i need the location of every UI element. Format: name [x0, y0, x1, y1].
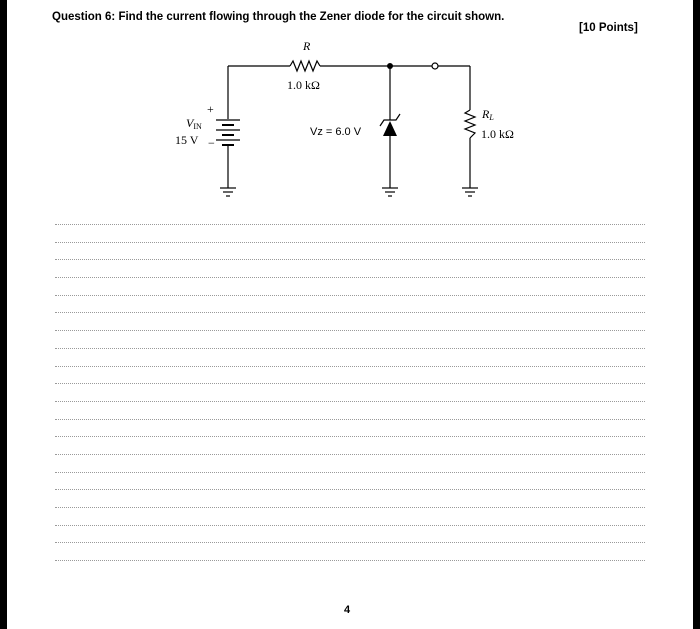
zener-voltage-label: Vz = 6.0 V: [310, 126, 362, 138]
answer-line: [55, 419, 645, 420]
page-number: 4: [344, 604, 351, 616]
answer-line: [55, 295, 645, 296]
answer-line: [55, 366, 645, 367]
answer-lines-area: [55, 224, 645, 578]
answer-line: [55, 525, 645, 526]
answer-line: [55, 242, 645, 243]
answer-line: [55, 401, 645, 402]
answer-line: [55, 507, 645, 508]
question-text: Question 6: Find the current flowing through the Zener diode for the circuit shown.: [52, 11, 505, 23]
answer-line: [55, 330, 645, 331]
load-label: [481, 107, 494, 122]
resistor-r-label: R: [303, 39, 311, 53]
ground-load: [462, 188, 478, 196]
points-label: [10 Points]: [579, 22, 638, 34]
source-label-v: V: [186, 116, 194, 130]
answer-line: [55, 454, 645, 455]
load-value: 1.0 kΩ: [481, 127, 514, 141]
answer-line: [55, 312, 645, 313]
answer-line: [55, 348, 645, 349]
answer-line: [55, 560, 645, 561]
answer-line: [55, 542, 645, 543]
resistor-r-value: 1.0 kΩ: [287, 78, 320, 92]
answer-line: [55, 277, 645, 278]
output-terminal: [432, 63, 438, 69]
answer-line: [55, 383, 645, 384]
zener-diode-triangle: [383, 121, 397, 136]
source-label: [186, 116, 202, 131]
resistor-r-zigzag: [290, 61, 320, 71]
source-minus-sign: −: [208, 136, 215, 150]
answer-line: [55, 489, 645, 490]
load-label-r: R: [482, 107, 490, 121]
answer-line: [55, 436, 645, 437]
answer-line: [55, 472, 645, 473]
ground-zener: [382, 188, 398, 196]
resistor-load-zigzag: [465, 110, 475, 138]
ground-left: [220, 188, 236, 196]
junction-dot: [387, 63, 393, 69]
answer-line: [55, 224, 645, 225]
source-plus-sign: +: [207, 102, 214, 116]
source-value: 15 V: [175, 133, 199, 147]
load-label-sub: L: [489, 113, 494, 122]
answer-line: [55, 259, 645, 260]
source-label-sub: IN: [193, 122, 202, 131]
